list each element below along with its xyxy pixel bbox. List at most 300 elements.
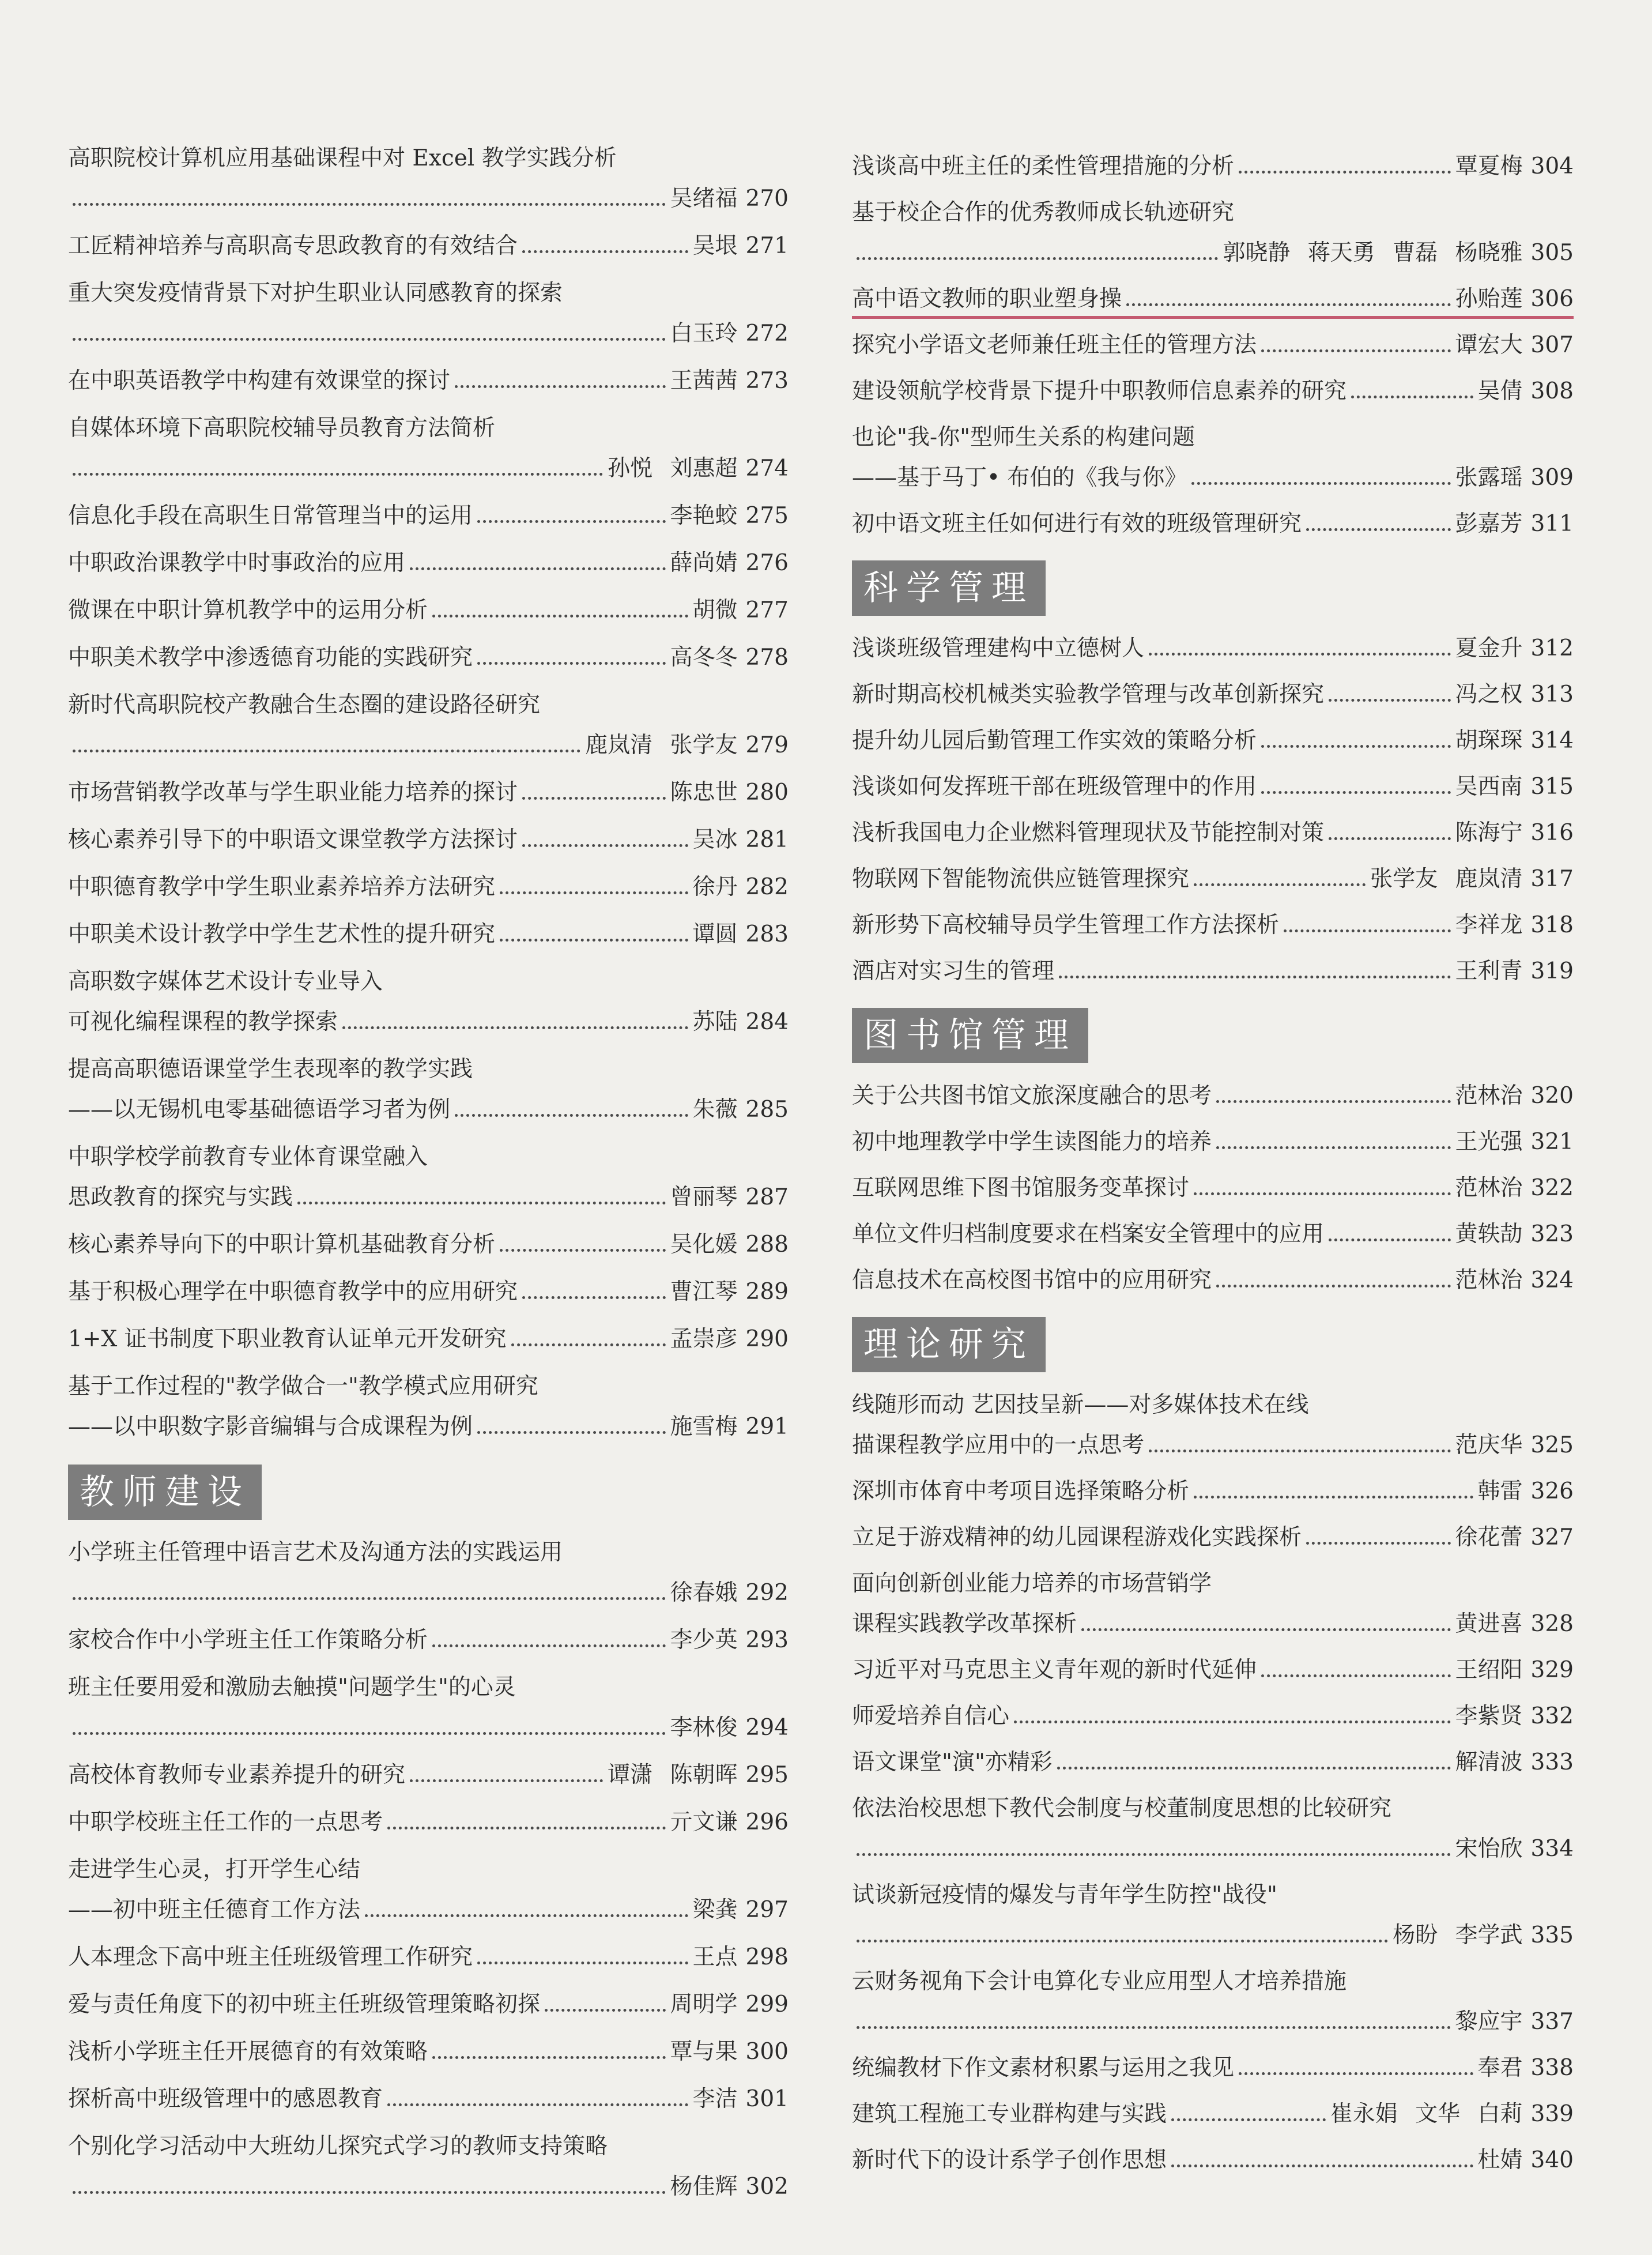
entry-page-number: 320: [1530, 1083, 1574, 1109]
dot-leader: [1239, 171, 1451, 174]
toc-entry-line: [68, 495, 789, 530]
dot-leader: [1306, 528, 1451, 531]
entry-title: 走进学生心灵，打开学生心结: [68, 1857, 361, 1883]
entry-page-number: 301: [745, 2086, 789, 2112]
toc-entry[interactable]: [68, 137, 789, 218]
toc-entry[interactable]: [852, 2093, 1574, 2133]
dot-leader: [1306, 1542, 1451, 1545]
dot-leader: [73, 1732, 666, 1735]
toc-entry-line: [68, 866, 789, 902]
toc-entry-line: [852, 1874, 1574, 1910]
entry-page-number: 271: [745, 233, 789, 259]
dot-leader: [857, 257, 1218, 260]
toc-entry-line: [68, 589, 789, 625]
toc-entry-line: [852, 370, 1574, 406]
toc-entry-line: [852, 2093, 1574, 2129]
entry-page-number: 293: [745, 1627, 789, 1653]
entry-page-number: 326: [1530, 1478, 1574, 1504]
entry-authors: 解清波: [1455, 1749, 1523, 1775]
toc-entry[interactable]: [68, 961, 789, 1041]
dot-leader: [365, 1914, 688, 1917]
toc-entry[interactable]: [852, 858, 1574, 898]
dot-leader: [522, 797, 666, 800]
entry-authors: 薛尚婧: [670, 550, 738, 576]
toc-entry[interactable]: [852, 1649, 1574, 1689]
entry-page-number: 292: [745, 1580, 789, 1606]
entry-title: 初中地理教学中学生读图能力的培养: [852, 1129, 1212, 1155]
entry-title: 爱与责任角度下的初中班主任班级管理策略初探: [68, 1992, 541, 2017]
toc-entry[interactable]: [68, 1666, 789, 1747]
toc-entry-line: [852, 812, 1574, 848]
toc-entry[interactable]: [852, 503, 1574, 543]
entry-title: 浅谈高中班主任的柔性管理措施的分析: [852, 153, 1235, 179]
entry-page-number: 333: [1530, 1749, 1574, 1775]
toc-entry-line: [68, 225, 789, 261]
toc-entry-line: [68, 2125, 789, 2161]
entry-title: 单位文件归档制度要求在档案安全管理中的应用: [852, 1221, 1325, 1247]
toc-entry-line: [852, 1424, 1574, 1460]
toc-entry[interactable]: [68, 1983, 789, 2024]
entry-page-number: 288: [745, 1232, 789, 1258]
entry-authors: 朱薇: [692, 1097, 738, 1123]
dot-leader: [1194, 1192, 1451, 1195]
toc-entry[interactable]: [68, 684, 789, 765]
entry-authors: 杨盼 李学武: [1393, 1922, 1523, 1948]
toc-entry[interactable]: [68, 360, 789, 400]
toc-entry[interactable]: [852, 1075, 1574, 1115]
entry-title: 个别化学习活动中大班幼儿探究式学习的教师支持策略: [68, 2133, 608, 2159]
toc-entry-line: [852, 2047, 1574, 2083]
entry-page-number: 329: [1530, 1657, 1574, 1683]
entry-authors: 黄进喜: [1455, 1611, 1523, 1637]
dot-leader: [1284, 929, 1451, 932]
dot-leader: [387, 1827, 666, 1829]
toc-entry[interactable]: [68, 1136, 789, 1217]
toc-entry[interactable]: [852, 145, 1574, 186]
entry-authors: 覃夏梅: [1455, 153, 1523, 179]
toc-entry[interactable]: [68, 637, 789, 677]
toc-entry-line: [68, 1801, 789, 1837]
toc-entry[interactable]: [852, 1787, 1574, 1868]
entry-page-number: 327: [1530, 1524, 1574, 1550]
entry-page-number: 294: [745, 1715, 789, 1741]
dot-leader: [1126, 303, 1451, 306]
toc-entry[interactable]: [852, 627, 1574, 668]
dot-leader: [1059, 976, 1451, 978]
toc-entry-line: [852, 1603, 1574, 1639]
toc-entry[interactable]: [852, 1121, 1574, 1161]
entry-title: 探析高中班级管理中的感恩教育: [68, 2086, 383, 2112]
toc-entry[interactable]: [68, 495, 789, 535]
entry-page-number: 300: [745, 2039, 789, 2065]
entry-page-number: 332: [1530, 1703, 1574, 1729]
entry-authors: 奉君: [1477, 2055, 1523, 2081]
toc-entry-line: [68, 447, 789, 483]
entry-page-number: 321: [1530, 1129, 1574, 1155]
toc-entry[interactable]: [852, 416, 1574, 497]
toc-entry-line: [68, 1089, 789, 1124]
toc-entry[interactable]: [68, 2125, 789, 2206]
toc-entry[interactable]: [68, 1048, 789, 1129]
toc-entry-line: [68, 313, 789, 348]
entry-authors: 覃与果: [670, 2039, 738, 2065]
entry-page-number: 316: [1530, 820, 1574, 846]
toc-entry[interactable]: [852, 1384, 1574, 1465]
toc-entry[interactable]: [68, 1531, 789, 1612]
entry-authors: 曹江琴: [670, 1279, 738, 1305]
entry-authors: 谭圆: [692, 921, 738, 947]
entry-authors: 吴垠: [692, 233, 738, 259]
toc-entry-line: [852, 627, 1574, 663]
entry-title: 人本理念下高中班主任班级管理工作研究: [68, 1944, 473, 1970]
dot-leader: [342, 1026, 688, 1029]
toc-entry[interactable]: [852, 766, 1574, 806]
entry-title: 重大突发疫情背景下对护生职业认同感教育的探索: [68, 280, 563, 306]
entry-authors: 胡微: [692, 597, 738, 623]
entry-title: 酒店对实习生的管理: [852, 958, 1055, 984]
entry-page-number: 338: [1530, 2055, 1574, 2081]
toc-entry[interactable]: [852, 1741, 1574, 1782]
entry-page-number: 340: [1530, 2147, 1574, 2173]
entry-page-number: 295: [745, 1762, 789, 1788]
dot-leader: [73, 338, 666, 341]
entry-page-number: 319: [1530, 958, 1574, 984]
entry-page-number: 273: [745, 368, 789, 394]
entry-page-number: 287: [745, 1184, 789, 1210]
entry-authors: 夏金升: [1455, 635, 1523, 661]
entry-title: 思政教育的探究与实践: [68, 1184, 293, 1210]
entry-authors: 范林治: [1455, 1267, 1523, 1293]
entry-title: 互联网思维下图书馆服务变革探讨: [852, 1175, 1190, 1201]
entry-title: 浅谈班级管理建构中立德树人: [852, 635, 1145, 661]
toc-entry-line: [68, 724, 789, 760]
toc-entry-line: [852, 858, 1574, 894]
entry-page-number: 306: [1530, 286, 1574, 312]
toc-entry[interactable]: [852, 370, 1574, 411]
entry-title: 课程实践教学改革探析: [852, 1611, 1077, 1637]
entry-authors: 谭潇 陈朝晖: [608, 1762, 738, 1788]
toc-entry-line: [852, 1741, 1574, 1777]
entry-title: 统编教材下作文素材积累与运用之我见: [852, 2055, 1235, 2081]
dot-leader: [522, 250, 688, 253]
toc-entry-line: [68, 1001, 789, 1037]
toc-entry-line: [68, 2078, 789, 2114]
entry-authors: 王点: [692, 1944, 738, 1970]
entry-authors: 李林俊: [670, 1715, 738, 1741]
toc-entry-line: [852, 1516, 1574, 1552]
toc-entry-line: [852, 457, 1574, 492]
entry-page-number: 335: [1530, 1922, 1574, 1948]
entry-authors: 施雪梅: [670, 1414, 738, 1440]
toc-entry[interactable]: [68, 819, 789, 859]
toc-entry[interactable]: [68, 542, 789, 582]
toc-entry-line: [68, 542, 789, 578]
entry-authors: 鹿岚清 张学友: [585, 732, 738, 758]
toc-entry-line: [852, 1384, 1574, 1420]
entry-page-number: 298: [745, 1944, 789, 1970]
toc-entry[interactable]: [852, 2047, 1574, 2087]
toc-entry[interactable]: [68, 2031, 789, 2071]
entry-page-number: 318: [1530, 912, 1574, 938]
toc-entry[interactable]: [852, 1259, 1574, 1300]
entry-title: 新形势下高校辅导员学生管理工作方法探析: [852, 912, 1280, 938]
toc-entry[interactable]: [852, 1516, 1574, 1557]
toc-entry[interactable]: [68, 1271, 789, 1311]
entry-page-number: 324: [1530, 1267, 1574, 1293]
toc-entry[interactable]: [68, 272, 789, 353]
toc-entry-line: [852, 1649, 1574, 1685]
toc-entry-line: [68, 1406, 789, 1441]
entry-page-number: 285: [745, 1097, 789, 1123]
entry-title: 关于公共图书馆文旅深度融合的思考: [852, 1083, 1212, 1109]
entry-title: 小学班主任管理中语言艺术及沟通方法的实践运用: [68, 1539, 563, 1565]
entry-page-number: 291: [745, 1414, 789, 1440]
toc-entry-line: [852, 1213, 1574, 1249]
toc-entry-line: [68, 360, 789, 396]
entry-page-number: 284: [745, 1009, 789, 1035]
dot-leader: [1351, 396, 1473, 398]
entry-page-number: 290: [745, 1326, 789, 1352]
toc-entry[interactable]: [68, 589, 789, 630]
entry-authors: 孟崇彦: [670, 1326, 738, 1352]
toc-entry[interactable]: [68, 1224, 789, 1264]
entry-page-number: 278: [745, 645, 789, 671]
dot-leader: [1194, 883, 1366, 886]
dot-leader: [477, 1431, 666, 1434]
entry-title: 线随形而动 艺因技呈新——对多媒体技术在线: [852, 1392, 1309, 1418]
entry-title: 高职数字媒体艺术设计专业导入: [68, 969, 383, 995]
entry-authors: 崔永娟 文华 白莉: [1330, 2101, 1523, 2127]
entry-page-number: 314: [1530, 728, 1574, 754]
dot-leader: [387, 2103, 688, 2106]
entry-page-number: 334: [1530, 1836, 1574, 1862]
toc-entry[interactable]: [68, 1619, 789, 1659]
entry-page-number: 328: [1530, 1611, 1574, 1637]
entry-title: 习近平对马克思主义青年观的新时代延伸: [852, 1657, 1257, 1683]
toc-entry-line: [68, 1707, 789, 1742]
entry-page-number: 299: [745, 1992, 789, 2017]
dot-leader: [73, 2191, 666, 2194]
toc-entry[interactable]: [68, 1365, 789, 1446]
toc-entry[interactable]: [68, 1754, 789, 1794]
toc-entry[interactable]: [68, 407, 789, 488]
toc-entry[interactable]: [852, 812, 1574, 852]
entry-title: 探究小学语文老师兼任班主任的管理方法: [852, 332, 1257, 358]
toc-entry-line: [68, 819, 789, 854]
toc-entry-line: [852, 1563, 1574, 1598]
entry-title: 基于校企合作的优秀教师成长轨迹研究: [852, 199, 1235, 225]
dot-leader: [73, 750, 580, 752]
entry-authors: 李祥龙: [1455, 912, 1523, 938]
toc-entry[interactable]: [852, 324, 1574, 364]
entry-page-number: 279: [745, 732, 789, 758]
toc-entry-line: [68, 1754, 789, 1790]
toc-entry-line: [852, 1828, 1574, 1864]
toc-entry[interactable]: [68, 2078, 789, 2118]
entry-title: 也论"我-你"型师生关系的构建问题: [852, 424, 1195, 450]
dot-leader: [73, 203, 666, 206]
toc-entry-line: [68, 1271, 789, 1307]
entry-title: ——以无锡机电零基础德语学习者为例: [68, 1097, 451, 1123]
toc-entry[interactable]: [68, 1936, 789, 1977]
toc-entry-line: [68, 961, 789, 996]
entry-title: 描课程教学应用中的一点思考: [852, 1432, 1145, 1458]
dot-leader: [1171, 2164, 1473, 2167]
entry-title: 新时代下的设计系学子创作思想: [852, 2147, 1167, 2173]
entry-title: 云财务视角下会计电算化专业应用型人才培养措施: [852, 1968, 1347, 1994]
entry-title: 中职学校班主任工作的一点思考: [68, 1809, 383, 1835]
entry-title: 中职美术教学中渗透德育功能的实践研究: [68, 645, 473, 671]
dot-leader: [857, 1940, 1388, 1942]
toc-entry-line: [68, 1936, 789, 1972]
entry-authors: 陈海宁: [1455, 820, 1523, 846]
toc-entry[interactable]: [852, 1960, 1574, 2041]
dot-leader: [1261, 1674, 1451, 1677]
entry-authors: 冯之权: [1455, 682, 1523, 707]
entry-authors: 吴绪福: [670, 186, 738, 212]
dot-leader: [1191, 482, 1450, 485]
entry-authors: 徐春娥: [670, 1580, 738, 1606]
entry-page-number: 283: [745, 921, 789, 947]
entry-authors: 孙悦 刘惠超: [608, 455, 738, 481]
toc-entry[interactable]: [852, 1874, 1574, 1955]
toc-entry-line: [68, 1365, 789, 1401]
toc-entry[interactable]: [852, 950, 1574, 991]
dot-leader: [1149, 1450, 1451, 1452]
toc-entry[interactable]: [68, 913, 789, 954]
entry-authors: 王光强: [1455, 1129, 1523, 1155]
toc-entry[interactable]: [852, 1470, 1574, 1511]
dot-leader: [1239, 2072, 1473, 2075]
toc-entry[interactable]: [852, 2139, 1574, 2179]
toc-entry-line: [68, 637, 789, 672]
entry-authors: 王绍阳: [1455, 1657, 1523, 1683]
entry-authors: 梁龚: [692, 1897, 738, 1923]
dot-leader: [522, 1296, 666, 1299]
entry-title: 核心素养引导下的中职语文课堂教学方法探讨: [68, 827, 518, 853]
entry-page-number: 337: [1530, 2009, 1574, 2035]
toc-entry[interactable]: [68, 1318, 789, 1358]
entry-authors: 胡琛琛: [1455, 728, 1523, 754]
entry-authors: 黎应宇: [1455, 2009, 1523, 2035]
dot-leader: [545, 2009, 666, 2012]
entry-authors: 杜婧: [1477, 2147, 1523, 2173]
entry-authors: 张露瑶: [1455, 465, 1523, 491]
toc-entry-line: [68, 1983, 789, 2019]
toc-entry-line: [68, 1136, 789, 1172]
entry-title: 中职美术设计教学中学生艺术性的提升研究: [68, 921, 496, 947]
entry-page-number: 311: [1530, 511, 1574, 537]
toc-entry[interactable]: [68, 1849, 789, 1929]
toc-entry-line: [852, 278, 1574, 314]
entry-title: 立足于游戏精神的幼儿园课程游戏化实践探析: [852, 1524, 1302, 1550]
entry-page-number: 315: [1530, 774, 1574, 800]
entry-authors: 王茜茜: [670, 368, 738, 394]
toc-entry[interactable]: [852, 904, 1574, 944]
entry-authors: 郭晓静 蒋天勇 曹磊 杨晓雅: [1223, 240, 1523, 266]
entry-title: 浅析小学班主任开展德育的有效策略: [68, 2039, 428, 2065]
entry-authors: 李少英: [670, 1627, 738, 1653]
toc-entry[interactable]: [852, 1213, 1574, 1253]
dot-leader: [477, 520, 666, 523]
toc-entry-line: [68, 771, 789, 807]
entry-authors: 范林治: [1455, 1083, 1523, 1109]
dot-leader: [500, 939, 688, 942]
dot-leader: [1216, 1285, 1451, 1288]
entry-page-number: 304: [1530, 153, 1574, 179]
toc-entry[interactable]: [852, 1563, 1574, 1643]
toc-entry[interactable]: [852, 1695, 1574, 1736]
toc-entry-line: [852, 904, 1574, 940]
entry-title: 建设领航学校背景下提升中职教师信息素养的研究: [852, 378, 1347, 404]
toc-entry[interactable]: [852, 191, 1574, 272]
toc-entry[interactable]: [68, 866, 789, 906]
entry-authors: 吴冰: [692, 827, 738, 853]
toc-entry[interactable]: [68, 771, 789, 812]
entry-authors: 彭嘉芳: [1455, 511, 1523, 537]
dot-leader: [1329, 1238, 1451, 1241]
dot-leader: [432, 1644, 666, 1647]
toc-entry-line: [68, 2166, 789, 2201]
entry-page-number: 302: [745, 2174, 789, 2200]
toc-entry-line: [68, 1224, 789, 1259]
entry-title: 建筑工程施工专业群构建与实践: [852, 2101, 1167, 2127]
toc-entry[interactable]: [852, 278, 1574, 318]
toc-entry-line: [68, 1849, 789, 1884]
toc-entry[interactable]: [852, 1167, 1574, 1207]
dot-leader: [410, 567, 666, 570]
entry-authors: 白玉玲: [670, 321, 738, 347]
entry-authors: 王利青: [1455, 958, 1523, 984]
entry-title: 基于工作过程的"教学做合一"教学模式应用研究: [68, 1373, 538, 1399]
toc-entry[interactable]: [852, 720, 1574, 760]
entry-title: 试谈新冠疫情的爆发与青年学生防控"战役": [852, 1882, 1277, 1908]
entry-title: 自媒体环境下高职院校辅导员教育方法简析: [68, 415, 496, 441]
dot-leader: [1057, 1767, 1451, 1770]
toc-entry-line: [852, 720, 1574, 755]
toc-entry-line: [68, 2031, 789, 2066]
entry-authors: 黄轶劼: [1455, 1221, 1523, 1247]
dot-leader: [522, 844, 688, 847]
entry-authors: 谭宏大: [1455, 332, 1523, 358]
entry-page-number: 281: [745, 827, 789, 853]
toc-entry-line: [68, 1048, 789, 1084]
entry-authors: 李艳蛟: [670, 503, 738, 529]
section-heading: 理论研究: [852, 1317, 1046, 1372]
toc-entry[interactable]: [852, 673, 1574, 714]
toc-entry[interactable]: [68, 1801, 789, 1842]
dot-leader: [511, 1343, 666, 1346]
toc-entry-line: [852, 1167, 1574, 1203]
entry-title: 依法治校思想下教代会制度与校董制度思想的比较研究: [852, 1795, 1392, 1821]
toc-entry-line: [852, 1914, 1574, 1950]
pen-underline-mark: [852, 316, 1574, 319]
entry-title: 家校合作中小学班主任工作策略分析: [68, 1627, 428, 1653]
dot-leader: [455, 385, 666, 388]
entry-title: 中职政治课教学中时事政治的应用: [68, 550, 406, 576]
toc-entry-line: [852, 1470, 1574, 1506]
dot-leader: [1149, 653, 1451, 656]
toc-entry-line: [68, 1531, 789, 1567]
entry-title: ——初中班主任德育工作方法: [68, 1897, 361, 1923]
entry-authors: 李洁: [692, 2086, 738, 2112]
dot-leader: [1081, 1628, 1451, 1631]
toc-entry[interactable]: [68, 225, 789, 265]
entry-page-number: 270: [745, 186, 789, 212]
entry-title: 师爱培养自信心: [852, 1703, 1010, 1729]
toc-entry-line: [68, 913, 789, 949]
toc-entry-line: [852, 950, 1574, 986]
